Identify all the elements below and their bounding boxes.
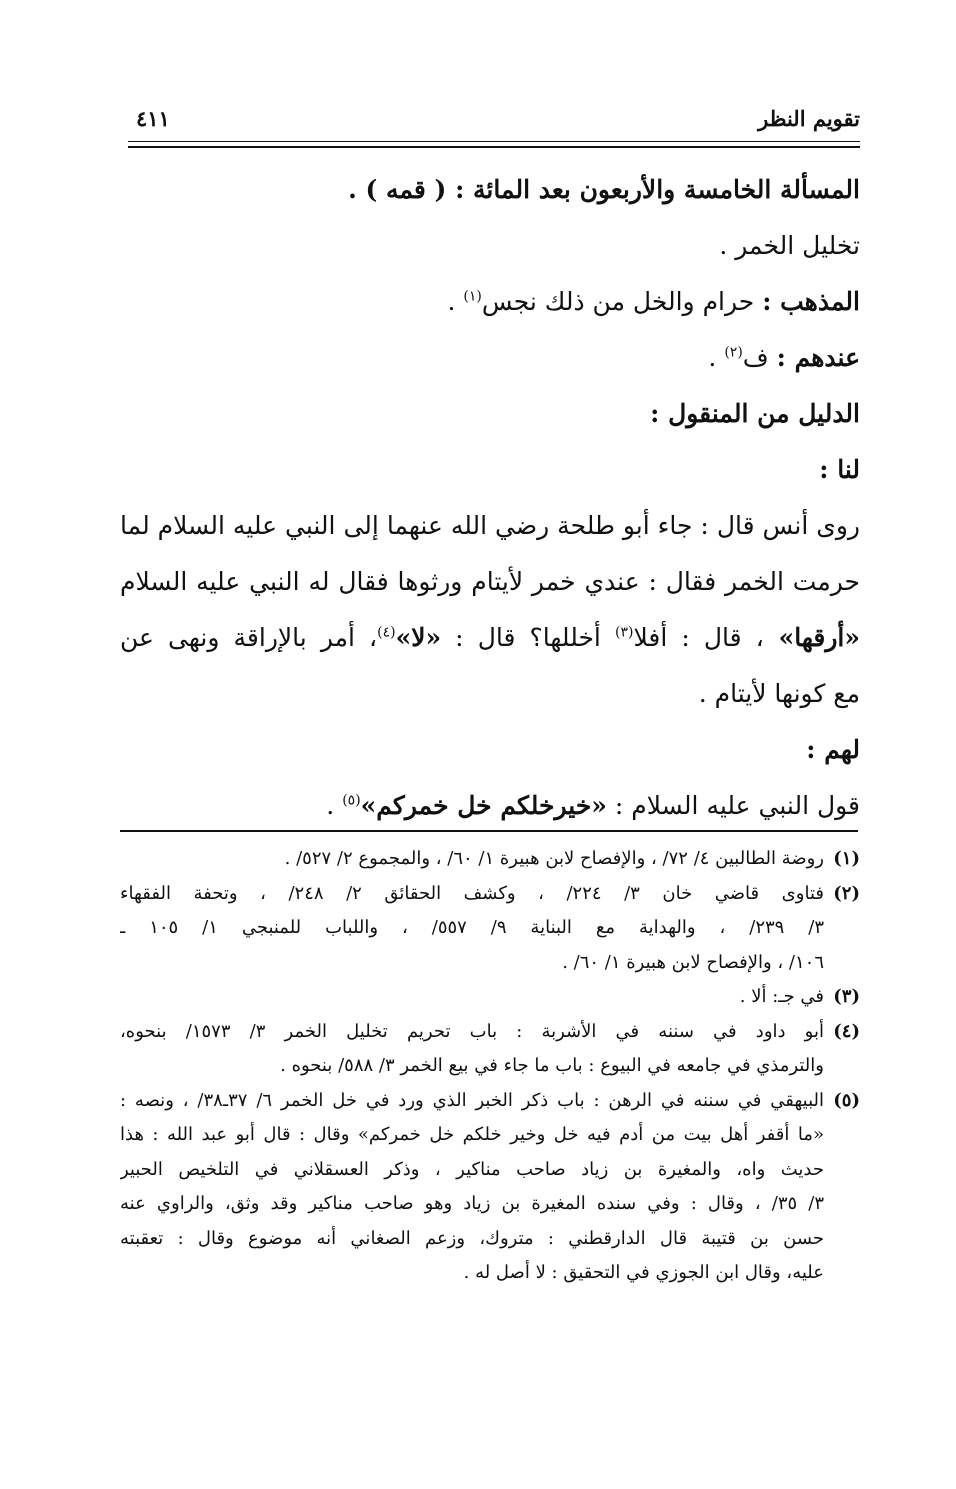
evidence-heading: الدليل من المنقول : xyxy=(650,399,860,428)
their-evidence-end: . xyxy=(326,791,343,820)
hadith-line-1: روى أنس قال : جاء أبو طلحة رضي الله عنهما إلى النبي عليه السلام لما xyxy=(120,511,860,540)
their-evidence-quote: «خيرخلكم خل خمركم» xyxy=(360,791,607,820)
hadith-text-b: ، قال : أفلا xyxy=(633,623,764,652)
footnote-line: روضة الطالبين ٤/ ٧٢/ ، والإفصاح لابن هبيرة ١/ ٦٠/ ، والمجموع ٢/ ٥٢٧/ . xyxy=(284,848,824,869)
footnote-number: (٣) xyxy=(833,986,860,1007)
footnote-line: ١٠٦/ ، والإفصاح لابن هبيرة ١/ ٦٠/ . xyxy=(562,951,824,973)
page-header xyxy=(128,100,860,140)
madhhab-line xyxy=(120,274,860,330)
madhhab-end: . xyxy=(447,287,464,316)
madhhab-label: المذهب : xyxy=(762,287,860,316)
madhhab-text: حرام والخل من ذلك نجس xyxy=(481,287,763,316)
page-number: ٤١١ xyxy=(136,106,170,131)
running-title: تقويم النظر xyxy=(758,106,860,131)
footnote-line: «ما أقفر أهل بيت من أدم فيه خل وخير خلكم خل خمركم» وقال : قال أبو عبد الله : هذا xyxy=(120,1124,824,1145)
footnote-rule xyxy=(120,830,858,832)
indahum-label: عندهم : xyxy=(776,343,860,372)
hadith-quote-la: «لا» xyxy=(395,623,442,652)
footnote-line: أبو داود في سننه في الأشربة : باب تحريم تخليل الخمر ٣/ ١٥٧٣/ بنحوه، xyxy=(120,1020,824,1042)
lana-heading: لنا : xyxy=(819,455,860,484)
footnote-ref-3[interactable]: (٣) xyxy=(614,624,634,641)
indahum-text: ف xyxy=(742,343,777,372)
hadith-line-4: مع كونها لأيتام . xyxy=(698,679,860,708)
hadith-text-c: أخللها؟ قال : xyxy=(441,623,615,652)
footnote-ref-1[interactable]: (١) xyxy=(463,288,482,305)
footnote-line: حسن بن قتيبة قال الدارقطني : متروك، وزعم الصغاني أنه موضوع وقال : تعقبته xyxy=(120,1227,824,1249)
their-evidence-line xyxy=(120,778,860,834)
footnote-number: (٥) xyxy=(833,1089,860,1111)
footnote-ref-4[interactable]: (٤) xyxy=(377,624,396,641)
hadith-line-2: حرمت الخمر فقال : عندي خمر لأيتام ورثوها فقال له النبي عليه السلام xyxy=(120,567,860,596)
footnote-ref-5[interactable]: (٥) xyxy=(342,792,361,809)
footnote-number: (٢) xyxy=(833,882,860,904)
footnotes xyxy=(120,842,860,1291)
footnote-line: ٣/ ٣٥/ ، وقال : وفي سنده المغيرة بن زياد وهو صاحب مناكير وقد وثق، والراوي عنه xyxy=(120,1193,824,1214)
hadith-quote-arqiha: «أرقها» xyxy=(763,623,860,652)
footnote-number: (١) xyxy=(833,848,860,869)
footnote-5 xyxy=(120,1084,860,1291)
footnote-2 xyxy=(120,877,860,981)
footnote-ref-2[interactable]: (٢) xyxy=(724,344,743,361)
indahum-end: . xyxy=(708,343,725,372)
footnote-line: فتاوى قاضي خان ٣/ ٢٢٤/ ، وكشف الحقائق ٢/ ٢٤٨/ ، وتحفة الفقهاء xyxy=(120,882,824,904)
issue-title: المسألة الخامسة والأربعون بعد المائة : ( قمه ) . xyxy=(348,175,860,204)
footnote-1 xyxy=(120,842,860,877)
header-rule xyxy=(128,141,860,148)
hadith-line-3 xyxy=(120,610,860,666)
footnote-line: البيهقي في سننه في الرهن : باب ذكر الخبر الذي ورد في خل الخمر ٦/ ٣٧ـ٣٨/ ، ونصه : xyxy=(120,1089,824,1111)
footnote-line: حديث واه، والمغيرة بن زياد صاحب مناكير ، وذكر العسقلاني في التلخيص الحبير xyxy=(120,1158,824,1180)
footnote-line: والترمذي في جامعه في البيوع : باب ما جاء في بيع الخمر ٣/ ٥٨٨/ بنحوه . xyxy=(280,1055,824,1076)
footnote-line: ٣/ ٢٣٩/ ، والهداية مع البناية ٩/ ٥٥٧/ ، واللباب للمنبجي ١/ ١٠٥ ـ xyxy=(120,917,824,938)
indahum-line xyxy=(120,330,860,386)
lahum-heading: لهم : xyxy=(806,735,860,764)
footnote-line: عليه، وقال ابن الجوزي في التحقيق : لا أصل له . xyxy=(463,1262,824,1283)
their-evidence-text: قول النبي عليه السلام : xyxy=(606,791,860,820)
footnote-4 xyxy=(120,1015,860,1084)
main-text xyxy=(120,162,860,834)
footnote-line: في جـ: ألا . xyxy=(739,986,824,1007)
hadith-text-e: ، أمر بالإراقة ونهى عن xyxy=(120,623,378,652)
footnote-3 xyxy=(120,980,860,1015)
footnote-number: (٤) xyxy=(833,1020,860,1042)
topic-line: تخليل الخمر . xyxy=(719,231,860,260)
